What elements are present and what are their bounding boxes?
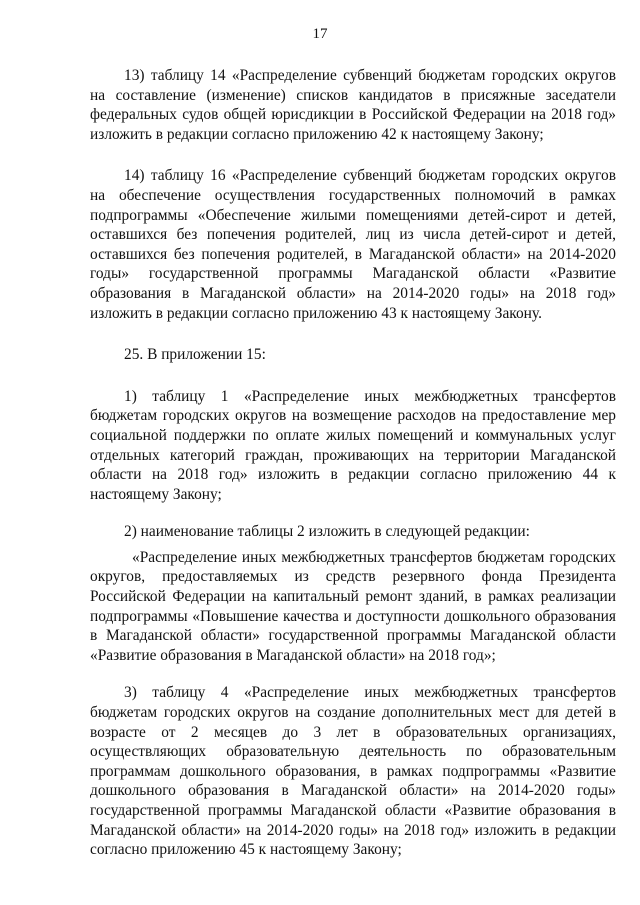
item-14-paragraph: 14) таблицу 16 «Распределение субвенций бюджетам городских округов на обеспечение осуществления государственных полномочий в рамках подпрограммы «Обеспечение жилыми помещениями детей-сирот и детей, оставшихся без попечения родителей, лиц из числа детей-сирот и детей, оставшихся без попечения родителей, в Магаданской области» на 2014-2020 годы» государственной программы Магаданской области «Развитие образования в Магаданской области» на 2014-2020 годы» на 2018 год» изложить в редакции согласно приложению 43 к настоящему Закону. [90,167,616,322]
item-13-paragraph: 13) таблицу 14 «Распределение субвенций бюджетам городских округов на составление (изменение) списков кандидатов в присяжные заседатели федеральных судов общей юрисдикции в Российской Федерации на 2018 год» изложить в редакции согласно приложению 42 к настоящему Закону; [90,67,616,143]
item-2-paragraph: 2) наименование таблицы 2 изложить в следующей редакции: [124,523,530,541]
document-body [90,66,616,860]
item-3-paragraph: 3) таблицу 4 «Распределение иных межбюджетных трансфертов бюджетам городских округов на создание дополнительных мест для детей в возрасте от 2 месяцев до 3 лет в образовательных организациях, осуществляющих образовательную деятельность по образовательным программам дошкольного образования, в рамках подпрограммы «Развитие дошкольного образования в Магаданской области» на 2014-2020 годы» государственной программы Магаданской области «Развитие образования в Магаданской области» на 2014-2020 годы» на 2018 год» изложить в редакции согласно приложению 45 к настоящему Закону; [90,684,616,859]
item-1-paragraph: 1) таблицу 1 «Распределение иных межбюджетных трансфертов бюджетам городских округов на возмещение расходов на предоставление мер социальной поддержки по оплате жилых помещений и коммунальных услуг отдельных категорий граждан, проживающих на территории Магаданской области на 2018 год» изложить в редакции согласно приложению 44 к настоящему Закону; [90,387,616,503]
page-number: 17 [312,26,328,42]
section-25-heading: 25. В приложении 15: [124,346,266,364]
item-2-quote-paragraph: «Распределение иных межбюджетных трансфертов бюджетам городских округов, предоставляемых из средств резервного фонда Президента Российской Федерации на капитальный ремонт зданий, в рамках реализации подпрограммы «Повышение качества и доступности дошкольного образования в Магаданской области» государственной программы Магаданской области «Развитие образования в Магаданской области» на 2018 год»; [90,548,616,664]
